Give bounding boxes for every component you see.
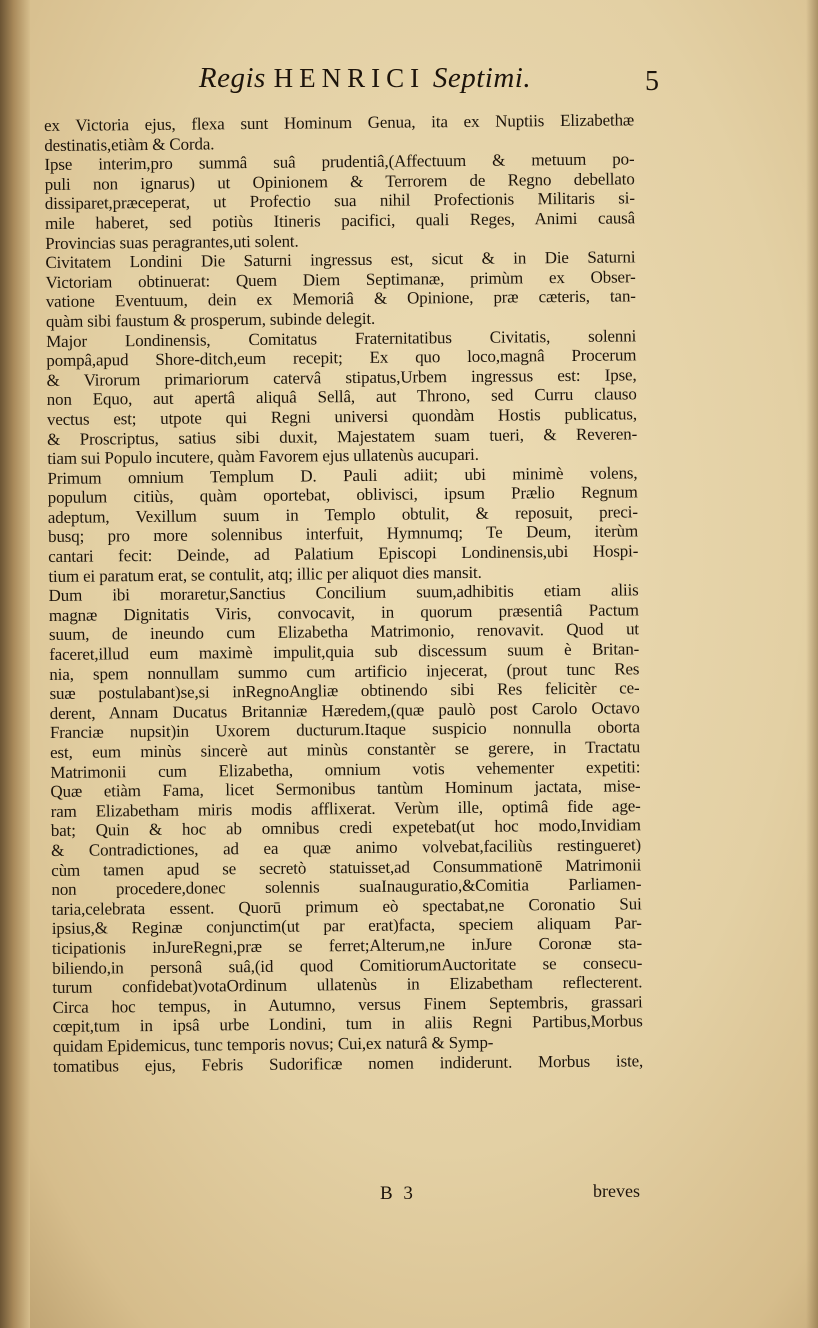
text-line: dissiparet,præceperat, ut Profectio sua nihil Profectionis Militaris si- [44, 188, 635, 214]
text-line: pompâ,apud Shore-ditch,eum recepit; Ex quo loco,magnâ Procerum [46, 345, 637, 371]
text-line: busq; pro more solennibus interfuit, Hymnumq; Te Deum, iterùm [47, 521, 639, 547]
running-head [40, 62, 690, 95]
text-line: & Proscriptus, satius sibi duxit, Majestatem suam tueri, & Reveren- [47, 423, 638, 449]
text-line: destinatis,etiàm & Corda. [44, 133, 215, 155]
text-line: Primum omnium Templum D. Pauli adiit; ubi minimè volens, [47, 463, 638, 488]
text-line: Major Londinensis, Comitatus Fraternitatibus Civitatis, solenni [46, 325, 637, 351]
text-line: & Virorum primariorum catervâ stipatus,Urbem ingressus est: Ipse, [46, 365, 637, 390]
text-line: faceret,illud eum maximè impulit,quia sub discessum suum è Britan- [49, 639, 640, 665]
running-head-name: HENRICI [273, 63, 426, 93]
text-line: Matrimonii cum Elizabetha, omnium votis vehementer expetiti: [50, 756, 641, 782]
text-line: quidam Epidemicus, tunc temporis novus; Cui,ex naturâ & Symp- [52, 1032, 494, 1056]
text-line: tiam sui Populo incutere, quàm Favorem ejus ullatenùs aucupari. [47, 444, 479, 469]
text-line: suæ postulabant)se,si inRegnoAngliæ obtinendo sibi Res felicitèr ce- [49, 678, 640, 704]
text-line: mile haberet, sed potiùs Itineris pacifici, quali Reges, Animi causâ [44, 208, 636, 233]
text-line: Ipse interim,pro summâ suâ prudentiâ,(Affectuum & metuum po- [44, 149, 635, 175]
text-line: vatione Eventuum, dein ex Memoriâ & Opinione, præ cæteris, tan- [45, 286, 636, 312]
text-line: ram Elizabetham miris modis afflixerat. Verùm ille, optimâ fide age- [50, 796, 641, 821]
page-footer [40, 1183, 640, 1213]
text-line: tomatibus ejus, Febris Sudorificæ nomen indiderunt. Morbus iste, [53, 1050, 644, 1076]
running-head-prefix: Regis [198, 62, 266, 94]
running-head-suffix: Septimi. [432, 62, 532, 94]
text-line: bat; Quin & hoc ab omnibus credi expetebat(ut hoc modo,Invidiam [50, 815, 641, 841]
text-line: & Contradictiones, ad ea quæ animo volvebat,faciliùs restingueret) [50, 835, 642, 860]
text-line: cantari fecit: Deinde, ad Palatium Episcopi Londinensis,ubi Hospi- [48, 541, 639, 567]
text-line: est, eum minùs sincerè aut minùs constantèr se gerere, in Tractatu [50, 737, 641, 762]
binding-gutter [0, 0, 30, 1328]
text-line: turum confidebat)votaOrdinum ullatenùs in Elizabetham reflecterent. [52, 972, 643, 998]
text-line: Circa hoc tempus, in Autumno, versus Finem Septembris, grassari [52, 992, 643, 1017]
text-line: puli non ignarus) ut Opinionem & Terrorem de Regno debellato [44, 169, 635, 194]
text-line: ipsius,& Reginæ conjunctim(ut par erat)facta, speciem aliquam Par- [51, 913, 642, 939]
text-line: taria,celebrata essent. Quorū primum eò spectabat,ne Coronatio Sui [51, 894, 642, 919]
text-line: tium ei paratum erat, se contulit, atq; illic per aliquot dies mansit. [48, 562, 482, 586]
text-line: non Equo, aut apertâ aliquâ Sellâ, aut Throno, sed Curru clauso [46, 384, 637, 410]
text-line: Dum ibi moraretur,Sanctius Concilium suum,adhibitis etiam aliis [48, 580, 639, 606]
catchword: breves [593, 1181, 640, 1201]
text-line: biliendo,in personâ suâ,(id quod ComitiorumAuctoritate se consecu- [52, 952, 643, 978]
page-number: 5 [645, 66, 659, 97]
text-line: populum citiùs, quàm oportebat, oblivisci, ipsum Prælio Regnum [47, 482, 638, 508]
body-text [44, 110, 643, 1076]
page-edge-shadow [806, 0, 818, 1328]
text-line: ticipationis inJureRegni,præ se ferret;Alterum,ne inJure Coronæ sta- [51, 933, 643, 958]
text-line: magnæ Dignitatis Viris, convocavit, in quorum præsentiâ Pactum [48, 600, 639, 625]
text-line: quàm sibi faustum & prosperum, subinde delegit. [45, 308, 376, 331]
text-line: Victoriam obtinuerat: Quem Diem Septimanæ, primùm ex Obser- [45, 267, 636, 292]
text-line: cùm tamen apud se secretò statuisset,ad Consummationē Matrimonii [51, 854, 642, 880]
text-line: suum, de ineundo cum Elizabetha Matrimonio, renovavit. Quod ut [48, 619, 640, 645]
text-line: non procedere,donec solennis suaInauguratio,&Comitia Parliamen- [51, 874, 642, 900]
text-line: Civitatem Londini Die Saturni ingressus est, sicut & in Die Saturni [45, 247, 636, 273]
signature-mark: B 3 [380, 1183, 416, 1204]
text-line: derent, Annam Ducatus Britanniæ Hæredem,(quæ paulò post Carolo Octavo [49, 698, 640, 723]
text-line: Franciæ nupsit)in Uxorem ducturum.Itaque suspicio nonnulla oborta [49, 717, 640, 743]
text-line: vectus est; utpote qui Regni universi quondàm Hostis publicatus, [46, 404, 637, 429]
text-line: Quæ etiàm Fama, licet Sermonibus tantùm Hominum jactata, mise- [50, 776, 641, 802]
text-line: cœpit,tum in ipsâ urbe Londini, tum in aliis Regni Partibus,Morbus [52, 1011, 643, 1037]
text-line: adeptum, Vexillum suum in Templo obtulit, & reposuit, preci- [47, 502, 638, 527]
text-line: ex Victoria ejus, flexa sunt Hominum Genua, ita ex Nuptiis Elizabethæ [44, 110, 635, 135]
text-line: Provincias suas peragrantes,uti solent. [45, 231, 299, 253]
text-line: nia, spem nonnullam summo cum artificio injecerat, (prout tunc Res [49, 658, 640, 684]
